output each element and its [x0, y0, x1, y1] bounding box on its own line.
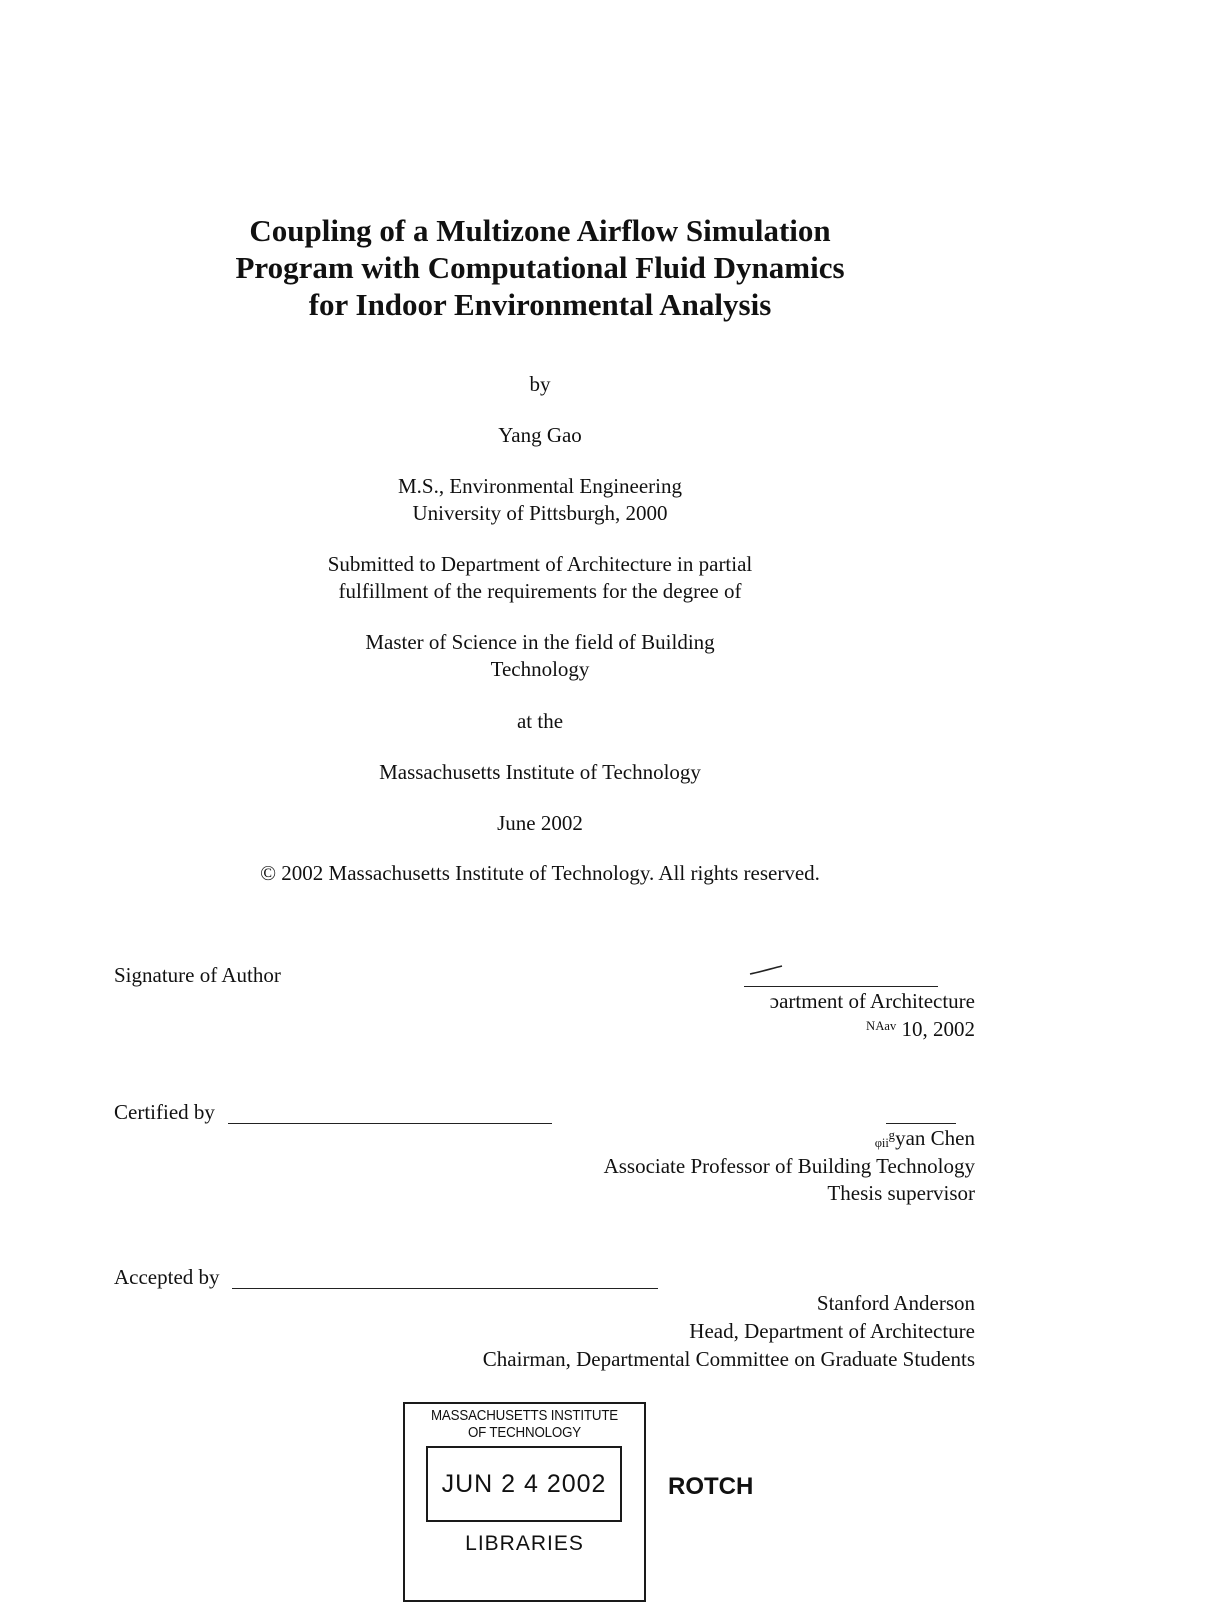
date-text: June 2002 — [497, 811, 583, 835]
stamp-date-box — [426, 1446, 622, 1522]
accepted-title-1: Head, Department of Architecture — [689, 1319, 975, 1343]
signature-author-line — [744, 986, 938, 987]
accepted-title-2: Chairman, Departmental Committee on Graduate Students — [482, 1347, 975, 1371]
accepted-signature-line — [232, 1288, 658, 1289]
submitted-line-1: Submitted to Department of Architecture in partial — [327, 552, 753, 576]
stamp-date: JUN 2 4 2002 — [441, 1470, 607, 1498]
stamp-heading-line-2: OF TECHNOLOGY — [467, 1425, 581, 1441]
prior-degree-line-1: M.S., Environmental Engineering — [397, 474, 683, 498]
degree-line-2: Technology — [490, 657, 590, 681]
signature-author-dept: ɔartment of Architecture — [769, 989, 975, 1013]
certified-signature-line — [228, 1123, 552, 1124]
certified-signature-line-right — [886, 1123, 956, 1124]
certified-name: ᵩᵢᵢᵍyan Chen — [874, 1126, 975, 1150]
by-text: by — [529, 372, 551, 396]
stamp-heading-line-1: MASSACHUSETTS INSTITUTE — [431, 1408, 618, 1424]
title-line-3: for Indoor Environmental Analysis — [308, 287, 772, 322]
signature-author-date: ᴺᴬᵃᵛ 10, 2002 — [865, 1017, 975, 1041]
title-line-1: Coupling of a Multizone Airflow Simulation — [249, 213, 831, 248]
prior-degree-line-2: University of Pittsburgh, 2000 — [412, 501, 668, 525]
institution-text: Massachusetts Institute of Technology — [379, 760, 701, 784]
accepted-name: Stanford Anderson — [816, 1291, 975, 1315]
rotch-label: ROTCH — [668, 1473, 754, 1500]
certified-label: Certified by — [114, 1100, 215, 1124]
copyright-text: © 2002 Massachusetts Institute of Technology. All rights reserved. — [260, 861, 820, 885]
title-line-2: Program with Computational Fluid Dynamics — [235, 250, 845, 285]
submitted-line-2: fulfillment of the requirements for the degree of — [338, 579, 742, 603]
certified-title: Associate Professor of Building Technology — [603, 1154, 975, 1178]
library-stamp — [403, 1402, 646, 1602]
stamp-libraries: LIBRARIES — [465, 1532, 584, 1555]
accepted-label: Accepted by — [114, 1265, 220, 1289]
certified-role: Thesis supervisor — [827, 1181, 975, 1205]
at-the-text: at the — [516, 709, 564, 733]
author-name: Yang Gao — [498, 423, 582, 447]
signature-author-label: Signature of Author — [114, 963, 281, 987]
signature-scribble — [748, 964, 788, 978]
degree-line-1: Master of Science in the field of Building — [365, 630, 715, 654]
